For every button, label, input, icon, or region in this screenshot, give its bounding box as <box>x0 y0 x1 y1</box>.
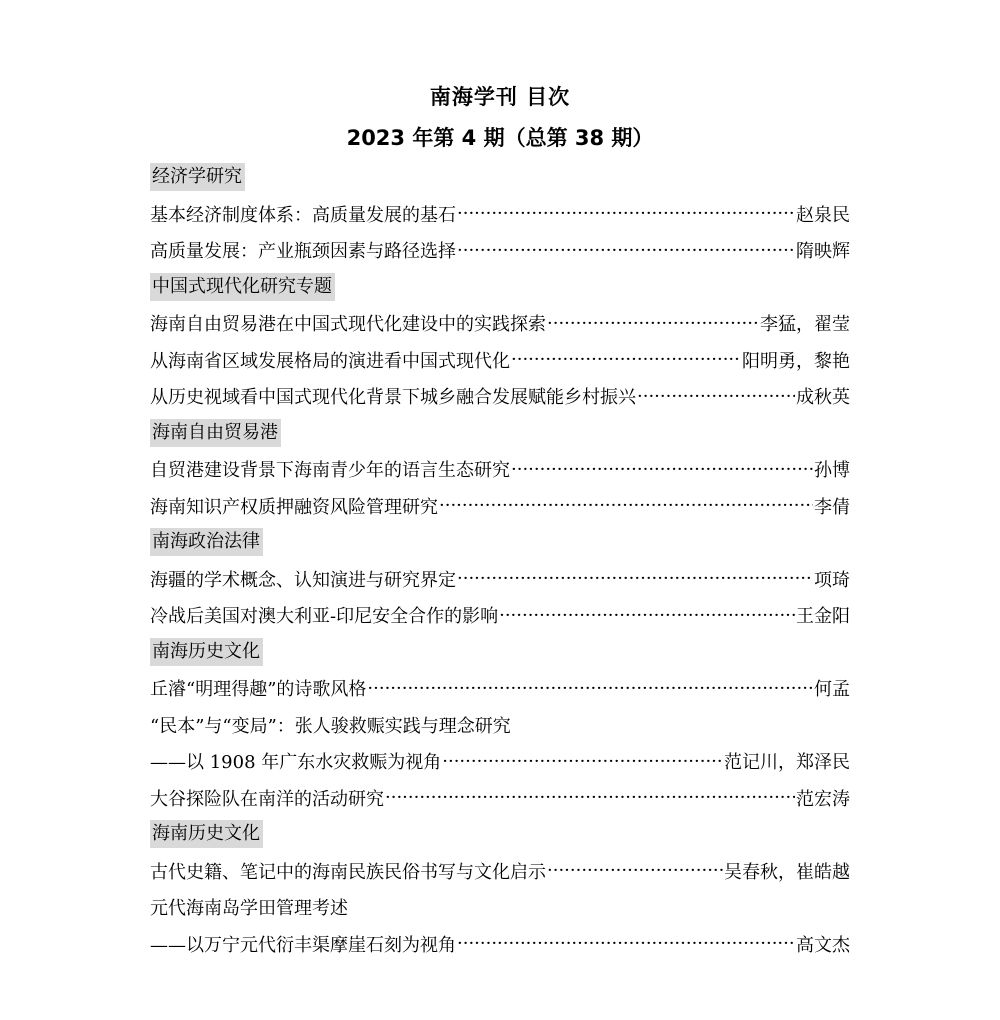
table-of-contents <box>150 159 850 962</box>
article-title: 元代海南岛学田管理考述 <box>150 898 348 920</box>
article-author: 高文杰 <box>796 934 850 956</box>
dot-leader <box>547 860 723 881</box>
dot-leader <box>457 933 795 954</box>
article-title: 冷战后美国对澳大利亚-印尼安全合作的影响 <box>150 606 499 628</box>
toc-entry <box>150 232 850 269</box>
section-row <box>150 159 850 196</box>
toc-entry <box>150 926 850 963</box>
section-label: 海南历史文化 <box>150 820 263 848</box>
toc-entry <box>150 743 850 780</box>
article-author: 吴春秋，崔皓越 <box>724 861 850 883</box>
section-label: 南海政治法律 <box>150 528 263 556</box>
toc-entry <box>150 342 850 379</box>
article-author: 赵泉民 <box>796 204 850 226</box>
toc-entry <box>150 378 850 415</box>
article-title: 海南知识产权质押融资风险管理研究 <box>150 496 438 518</box>
dot-leader <box>637 386 795 407</box>
article-title: 从历史视域看中国式现代化背景下城乡融合发展赋能乡村振兴 <box>150 387 636 409</box>
section-label: 海南自由贸易港 <box>150 419 281 447</box>
toc-entry <box>150 451 850 488</box>
article-author: 成秋英 <box>796 387 850 409</box>
toc-entry-title-line <box>150 707 850 744</box>
article-author: 孙博 <box>814 460 850 482</box>
article-author: 阳明勇，黎艳 <box>742 350 850 372</box>
toc-entry-title-line <box>150 889 850 926</box>
dot-leader <box>367 678 813 699</box>
section-row <box>150 415 850 452</box>
article-title: 从海南省区域发展格局的演进看中国式现代化 <box>150 350 510 372</box>
dot-leader <box>511 349 741 370</box>
dot-leader <box>439 495 813 516</box>
article-title: 基本经济制度体系：高质量发展的基石 <box>150 204 456 226</box>
section-label: 中国式现代化研究专题 <box>150 273 335 301</box>
toc-entry <box>150 488 850 525</box>
article-title: 丘濬“明理得趣”的诗歌风格 <box>150 679 367 701</box>
section-row <box>150 816 850 853</box>
article-subtitle: ——以 1908 年广东水灾救赈为视角 <box>150 752 442 774</box>
section-row <box>150 634 850 671</box>
article-author: 何孟 <box>814 679 850 701</box>
article-title: 海疆的学术概念、认知演进与研究界定 <box>150 569 456 591</box>
article-author: 李猛，翟莹 <box>760 314 850 336</box>
section-label: 经济学研究 <box>150 163 245 191</box>
issue-title: 2023 年第 4 期（总第 38 期） <box>346 126 654 150</box>
article-author: 项琦 <box>814 569 850 591</box>
dot-leader <box>457 568 813 589</box>
journal-title: 南海学刊 目次 <box>429 85 571 109</box>
article-author: 隋映辉 <box>796 241 850 263</box>
dot-leader <box>547 313 759 334</box>
dot-leader <box>385 787 795 808</box>
article-title: 自贸港建设背景下海南青少年的语言生态研究 <box>150 460 510 482</box>
toc-entry <box>150 196 850 233</box>
article-subtitle: ——以万宁元代衍丰渠摩崖石刻为视角 <box>150 934 456 956</box>
article-author: 范宏涛 <box>796 788 850 810</box>
article-author: 李倩 <box>814 496 850 518</box>
article-author: 王金阳 <box>796 606 850 628</box>
section-row <box>150 269 850 306</box>
article-title: “民本”与“变局”：张人骏救赈实践与理念研究 <box>150 715 511 737</box>
dot-leader <box>457 203 795 224</box>
article-title: 海南自由贸易港在中国式现代化建设中的实践探索 <box>150 314 546 336</box>
article-title: 高质量发展：产业瓶颈因素与路径选择 <box>150 241 456 263</box>
toc-entry <box>150 853 850 890</box>
section-row <box>150 524 850 561</box>
section-label: 南海历史文化 <box>150 638 263 666</box>
toc-entry <box>150 670 850 707</box>
article-author: 范记川，郑泽民 <box>724 752 850 774</box>
toc-entry <box>150 780 850 817</box>
article-title: 古代史籍、笔记中的海南民族民俗书写与文化启示 <box>150 861 546 883</box>
dot-leader <box>442 751 723 772</box>
dot-leader <box>499 605 795 626</box>
toc-entry <box>150 305 850 342</box>
dot-leader <box>511 459 813 480</box>
toc-entry <box>150 561 850 598</box>
toc-entry <box>150 597 850 634</box>
article-title: 大谷探险队在南洋的活动研究 <box>150 788 384 810</box>
dot-leader <box>457 240 795 261</box>
